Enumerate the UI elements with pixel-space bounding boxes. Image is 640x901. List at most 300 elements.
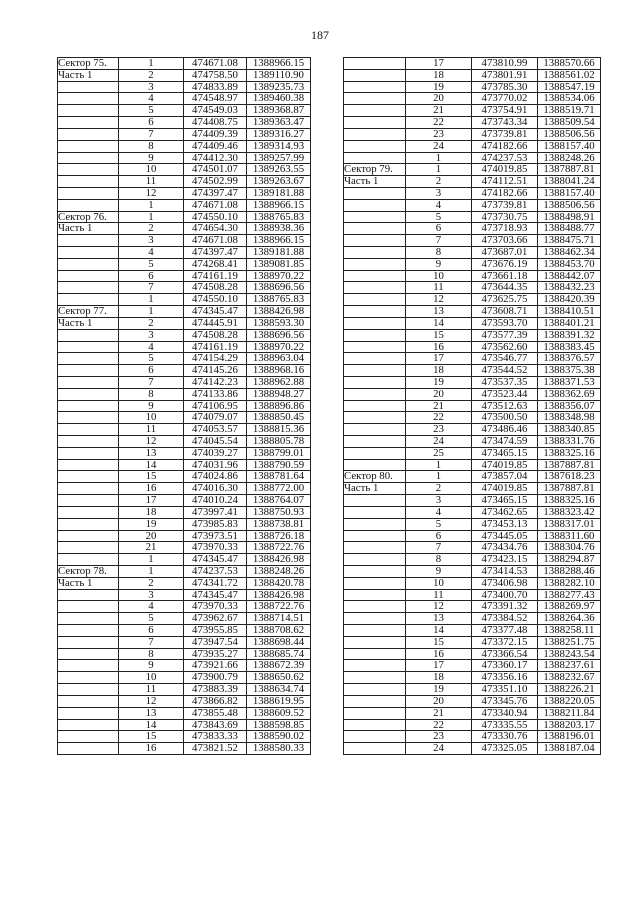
sector-label-cell: [58, 471, 119, 483]
sector-name: Сектор 79.: [344, 163, 393, 176]
table-row: [344, 282, 601, 294]
coordinate-y: 1388850.45: [247, 412, 311, 424]
coordinate-x: 473512.63: [472, 400, 538, 412]
table-row: [58, 424, 311, 436]
table-row: [344, 613, 601, 625]
coordinate-y: 1388251.75: [538, 636, 601, 648]
sector-label-cell: [58, 270, 119, 282]
coordinate-x: 473474.59: [472, 436, 538, 448]
table-row: [344, 707, 601, 719]
sector-label-cell: [58, 506, 119, 518]
coordinate-y: 1388277.43: [538, 589, 601, 601]
point-number: 18: [406, 672, 472, 684]
table-row: [344, 306, 601, 318]
sector-label-cell: [344, 660, 406, 672]
table-row: [344, 317, 601, 329]
sector-part: Часть 1: [58, 69, 93, 81]
point-number: 18: [119, 506, 184, 518]
table-row: [58, 329, 311, 341]
coordinate-x: 473523.44: [472, 388, 538, 400]
sector-label-cell: [344, 459, 406, 471]
coordinate-y: 1388772.00: [247, 483, 311, 495]
coordinate-y: 1388401.21: [538, 317, 601, 329]
coordinate-y: 1388325.16: [538, 495, 601, 507]
coordinate-y: 1388966.15: [247, 58, 311, 70]
coordinate-y: 1388420.39: [538, 294, 601, 306]
point-number: 13: [406, 306, 472, 318]
sector-label-cell: [58, 542, 119, 554]
sector-label-cell: [344, 353, 406, 365]
coordinate-x: 473330.76: [472, 731, 538, 743]
coordinate-y: 1388248.26: [538, 152, 601, 164]
coordinate-x: 473801.91: [472, 69, 538, 81]
point-number: 14: [119, 459, 184, 471]
coordinate-x: 473970.33: [184, 601, 247, 613]
table-row: [58, 164, 311, 176]
sector-label-cell: [58, 565, 119, 577]
point-number: 16: [119, 483, 184, 495]
point-number: 5: [119, 105, 184, 117]
sector-label-cell: [58, 117, 119, 129]
point-number: 13: [406, 613, 472, 625]
coordinate-y: 1388966.15: [247, 235, 311, 247]
sector-label-cell: [58, 447, 119, 459]
table-row: [344, 731, 601, 743]
coordinate-x: 473577.39: [472, 329, 538, 341]
point-number: 17: [406, 353, 472, 365]
sector-label-cell: [58, 648, 119, 660]
table-row: [344, 530, 601, 542]
table-row: [58, 542, 311, 554]
point-number: 1: [406, 152, 472, 164]
coordinate-x: 473770.02: [472, 93, 538, 105]
table-row: [58, 495, 311, 507]
coordinate-x: 474445.91: [184, 317, 247, 329]
point-number: 9: [406, 565, 472, 577]
sector-name: Сектор 78.: [58, 565, 107, 577]
point-number: 21: [406, 400, 472, 412]
sector-label-cell: [344, 282, 406, 294]
coordinate-y: 1388317.01: [538, 518, 601, 530]
point-number: 11: [119, 684, 184, 696]
coordinate-y: 1388220.05: [538, 695, 601, 707]
coordinate-x: 473661.18: [472, 270, 538, 282]
point-number: 10: [119, 164, 184, 176]
coordinate-x: 474508.28: [184, 329, 247, 341]
sector-name: Сектор 75.: [58, 57, 107, 69]
coordinate-y: 1388462.34: [538, 247, 601, 259]
table-row: [344, 117, 601, 129]
point-number: 12: [119, 695, 184, 707]
sector-label-cell: [344, 93, 406, 105]
coordinate-x: 474133.86: [184, 388, 247, 400]
coordinate-y: 1388323.42: [538, 506, 601, 518]
table-row: [344, 93, 601, 105]
coordinate-x: 474161.19: [184, 270, 247, 282]
coordinate-x: 474397.47: [184, 247, 247, 259]
table-row: [58, 613, 311, 625]
coordinate-x: 473730.75: [472, 211, 538, 223]
sector-label-cell: [58, 176, 119, 188]
coordinate-y: 1388968.16: [247, 365, 311, 377]
sector-label-cell: [344, 128, 406, 140]
point-number: 4: [119, 601, 184, 613]
sector-label-cell: [344, 684, 406, 696]
coordinate-y: 1388383.45: [538, 341, 601, 353]
coordinate-x: 473785.30: [472, 81, 538, 93]
point-number: 8: [406, 247, 472, 259]
point-number: 11: [406, 589, 472, 601]
sector-label-cell: [58, 577, 119, 589]
sector-label-cell: [58, 495, 119, 507]
coordinate-y: 1388619.95: [247, 695, 311, 707]
coordinate-y: 1388356.07: [538, 400, 601, 412]
sector-label-cell: [58, 388, 119, 400]
coordinate-x: 474019.85: [472, 483, 538, 495]
table-row: [58, 625, 311, 637]
coordinate-y: 1389363.47: [247, 117, 311, 129]
sector-label-cell: [58, 235, 119, 247]
table-row: [58, 577, 311, 589]
table-row: [58, 695, 311, 707]
coordinate-y: 1388442.07: [538, 270, 601, 282]
coordinate-x: 473955.85: [184, 625, 247, 637]
point-number: 16: [406, 648, 472, 660]
coordinate-x: 473900.79: [184, 672, 247, 684]
point-number: 15: [119, 471, 184, 483]
table-row: [58, 247, 311, 259]
table-row: [58, 743, 311, 755]
point-number: 2: [119, 577, 184, 589]
coordinate-x: 474019.85: [472, 459, 538, 471]
coordinate-x: 474237.53: [472, 152, 538, 164]
coordinate-x: 473391.32: [472, 601, 538, 613]
coordinate-x: 473486.46: [472, 424, 538, 436]
coordinate-y: 1388362.69: [538, 388, 601, 400]
coordinate-y: 1388519.71: [538, 105, 601, 117]
table-row: [344, 258, 601, 270]
table-row: [58, 117, 311, 129]
table-row: [58, 376, 311, 388]
sector-label-cell: [58, 341, 119, 353]
point-number: 2: [119, 223, 184, 235]
coordinate-x: 473377.48: [472, 625, 538, 637]
sector-label-cell: [344, 719, 406, 731]
coordinate-y: 1388498.91: [538, 211, 601, 223]
coordinate-y: 1388453.70: [538, 258, 601, 270]
point-number: 3: [119, 235, 184, 247]
table-row: [344, 459, 601, 471]
sector-label-cell: [344, 223, 406, 235]
coordinate-x: 474397.47: [184, 187, 247, 199]
coordinate-x: 473465.15: [472, 447, 538, 459]
coordinate-y: 1388226.21: [538, 684, 601, 696]
sector-label-cell: [344, 695, 406, 707]
coordinate-x: 473962.67: [184, 613, 247, 625]
coordinate-y: 1388041.24: [538, 176, 601, 188]
coordinate-x: 473833.33: [184, 731, 247, 743]
point-number: 9: [406, 258, 472, 270]
sector-name: Сектор 76.: [58, 211, 107, 223]
point-number: 5: [119, 613, 184, 625]
point-number: 21: [406, 707, 472, 719]
coordinate-x: 474268.41: [184, 258, 247, 270]
coordinate-x: 474182.66: [472, 187, 538, 199]
point-number: 12: [406, 601, 472, 613]
coordinate-y: 1388331.76: [538, 436, 601, 448]
coordinate-x: 473970.33: [184, 542, 247, 554]
coordinate-y: 1388325.16: [538, 447, 601, 459]
point-number: 1: [406, 459, 472, 471]
coordinate-x: 474182.66: [472, 140, 538, 152]
sector-label-cell: [344, 306, 406, 318]
point-number: 24: [406, 140, 472, 152]
point-number: 3: [119, 589, 184, 601]
table-row: [58, 199, 311, 211]
point-number: 4: [119, 93, 184, 105]
coordinates-table-right: [343, 57, 601, 755]
coordinate-y: 1388426.98: [247, 589, 311, 601]
point-number: 4: [406, 199, 472, 211]
coordinate-y: 1388970.22: [247, 341, 311, 353]
coordinate-y: 1388264.36: [538, 613, 601, 625]
sector-label-cell: [344, 81, 406, 93]
coordinate-y: 1388805.78: [247, 436, 311, 448]
coordinate-x: 474079.07: [184, 412, 247, 424]
coordinate-y: 1388962.88: [247, 376, 311, 388]
sector-label-cell: [58, 365, 119, 377]
sector-label-cell: [58, 707, 119, 719]
table-row: [344, 471, 601, 483]
sector-label-cell: [344, 187, 406, 199]
coordinate-x: 473406.98: [472, 577, 538, 589]
point-number: 3: [119, 81, 184, 93]
table-row: [344, 518, 601, 530]
table-row: [344, 542, 601, 554]
coordinate-y: 1388340.85: [538, 424, 601, 436]
table-row: [344, 58, 601, 70]
sector-label-cell: [344, 672, 406, 684]
table-row: [344, 743, 601, 755]
table-row: [58, 105, 311, 117]
point-number: 10: [119, 412, 184, 424]
coordinate-y: 1388650.62: [247, 672, 311, 684]
point-number: 5: [119, 258, 184, 270]
coordinate-x: 474024.86: [184, 471, 247, 483]
sector-label-cell: [344, 601, 406, 613]
coordinate-x: 474345.47: [184, 589, 247, 601]
coordinate-x: 473857.04: [472, 471, 538, 483]
coordinate-x: 473360.17: [472, 660, 538, 672]
sector-label-cell: [58, 353, 119, 365]
coordinate-y: 1388726.18: [247, 530, 311, 542]
table-row: [58, 447, 311, 459]
point-number: 7: [119, 128, 184, 140]
sector-label-cell: [344, 589, 406, 601]
coordinate-x: 473935.27: [184, 648, 247, 660]
table-row: [58, 258, 311, 270]
coordinate-y: 1388938.36: [247, 223, 311, 235]
coordinate-y: 1388232.67: [538, 672, 601, 684]
sector-label-cell: [344, 424, 406, 436]
sector-label-cell: [58, 743, 119, 755]
sector-label-cell: [58, 695, 119, 707]
coordinate-y: 1387887.81: [538, 164, 601, 176]
coordinate-y: 1388570.66: [538, 58, 601, 70]
sector-label-cell: [344, 140, 406, 152]
coordinate-x: 474237.53: [184, 565, 247, 577]
table-row: [58, 400, 311, 412]
point-number: 19: [406, 81, 472, 93]
coordinate-y: 1389368.87: [247, 105, 311, 117]
table-row: [58, 58, 311, 70]
coordinate-y: 1388391.32: [538, 329, 601, 341]
sector-label-cell: [344, 199, 406, 211]
sector-label-cell: [58, 672, 119, 684]
table-row: [58, 412, 311, 424]
sector-label-cell: [58, 211, 119, 223]
point-number: 15: [406, 636, 472, 648]
coordinate-x: 474031.96: [184, 459, 247, 471]
sector-part: Часть 1: [344, 482, 379, 495]
point-number: 1: [406, 164, 472, 176]
coordinate-x: 474654.30: [184, 223, 247, 235]
coordinate-y: 1388243.54: [538, 648, 601, 660]
point-number: 19: [119, 518, 184, 530]
coordinate-y: 1388311.60: [538, 530, 601, 542]
coordinate-x: 473676.19: [472, 258, 538, 270]
sector-label-cell: [58, 58, 119, 70]
coordinate-x: 473445.05: [472, 530, 538, 542]
point-number: 1: [119, 306, 184, 318]
sector-label-cell: [344, 495, 406, 507]
point-number: 15: [406, 329, 472, 341]
coordinate-y: 1388765.83: [247, 211, 311, 223]
point-number: 22: [406, 117, 472, 129]
point-number: 13: [119, 707, 184, 719]
table-row: [58, 187, 311, 199]
coordinate-x: 473997.41: [184, 506, 247, 518]
point-number: 23: [406, 128, 472, 140]
coordinate-y: 1388304.76: [538, 542, 601, 554]
table-row: [344, 294, 601, 306]
coordinate-y: 1388970.22: [247, 270, 311, 282]
table-row: [58, 294, 311, 306]
table-row: [58, 282, 311, 294]
sector-label-cell: [344, 105, 406, 117]
coordinate-x: 474671.08: [184, 235, 247, 247]
coordinate-y: 1388590.02: [247, 731, 311, 743]
sector-label-cell: [58, 719, 119, 731]
point-number: 5: [406, 518, 472, 530]
point-number: 6: [119, 117, 184, 129]
point-number: 8: [119, 388, 184, 400]
point-number: 24: [406, 436, 472, 448]
point-number: 9: [119, 660, 184, 672]
table-row: [58, 270, 311, 282]
page-number: 187: [311, 28, 329, 42]
sector-label-cell: [58, 199, 119, 211]
sector-label-cell: [344, 436, 406, 448]
table-row: [344, 152, 601, 164]
coordinate-x: 474550.10: [184, 211, 247, 223]
sector-label-cell: [58, 81, 119, 93]
coordinate-y: 1388609.52: [247, 707, 311, 719]
coordinate-y: 1388750.93: [247, 506, 311, 518]
coordinate-y: 1389110.90: [247, 69, 311, 81]
sector-label-cell: [58, 601, 119, 613]
table-row: [58, 306, 311, 318]
coordinate-x: 474550.10: [184, 294, 247, 306]
sector-label-cell: [344, 270, 406, 282]
coordinate-x: 473434.76: [472, 542, 538, 554]
coordinate-y: 1389314.93: [247, 140, 311, 152]
table-row: [344, 625, 601, 637]
sector-label-cell: [58, 636, 119, 648]
table-row: [58, 436, 311, 448]
table-row: [344, 495, 601, 507]
sector-label-cell: [344, 518, 406, 530]
point-number: 19: [406, 376, 472, 388]
table-row: [344, 376, 601, 388]
point-number: 17: [406, 58, 472, 70]
table-row: [344, 636, 601, 648]
coordinate-y: 1388371.53: [538, 376, 601, 388]
sector-label-cell: [344, 530, 406, 542]
point-number: 12: [406, 294, 472, 306]
sector-label-cell: [58, 152, 119, 164]
point-number: 7: [119, 376, 184, 388]
coordinate-x: 473366.54: [472, 648, 538, 660]
sector-label-cell: [344, 176, 406, 188]
coordinate-y: 1388963.04: [247, 353, 311, 365]
coordinate-x: 473703.66: [472, 235, 538, 247]
table-row: [58, 672, 311, 684]
coordinate-x: 474053.57: [184, 424, 247, 436]
sector-label-cell: [344, 731, 406, 743]
point-number: 21: [119, 542, 184, 554]
coordinate-x: 474671.08: [184, 199, 247, 211]
coordinate-y: 1388294.87: [538, 554, 601, 566]
sector-part: Часть 1: [58, 222, 93, 235]
sector-label-cell: [58, 376, 119, 388]
coordinate-x: 473687.01: [472, 247, 538, 259]
point-number: 23: [406, 424, 472, 436]
point-number: 23: [406, 731, 472, 743]
coordinate-y: 1388948.27: [247, 388, 311, 400]
coordinate-y: 1387887.81: [538, 483, 601, 495]
sector-label-cell: [344, 69, 406, 81]
sector-label-cell: [344, 247, 406, 259]
point-number: 1: [406, 471, 472, 483]
coordinate-x: 474345.47: [184, 554, 247, 566]
coordinate-x: 473500.50: [472, 412, 538, 424]
sector-label-cell: [344, 613, 406, 625]
coordinate-y: 1388598.85: [247, 719, 311, 731]
coordinate-y: 1388698.44: [247, 636, 311, 648]
point-number: 10: [406, 270, 472, 282]
coordinate-y: 1388488.77: [538, 223, 601, 235]
coordinate-x: 474501.07: [184, 164, 247, 176]
coordinate-y: 1388157.40: [538, 187, 601, 199]
coordinate-y: 1387887.81: [538, 459, 601, 471]
table-row: [344, 341, 601, 353]
coordinate-y: 1388203.17: [538, 719, 601, 731]
coordinate-x: 473608.71: [472, 306, 538, 318]
table-row: [58, 152, 311, 164]
sector-label-cell: [58, 518, 119, 530]
table-row: [344, 424, 601, 436]
